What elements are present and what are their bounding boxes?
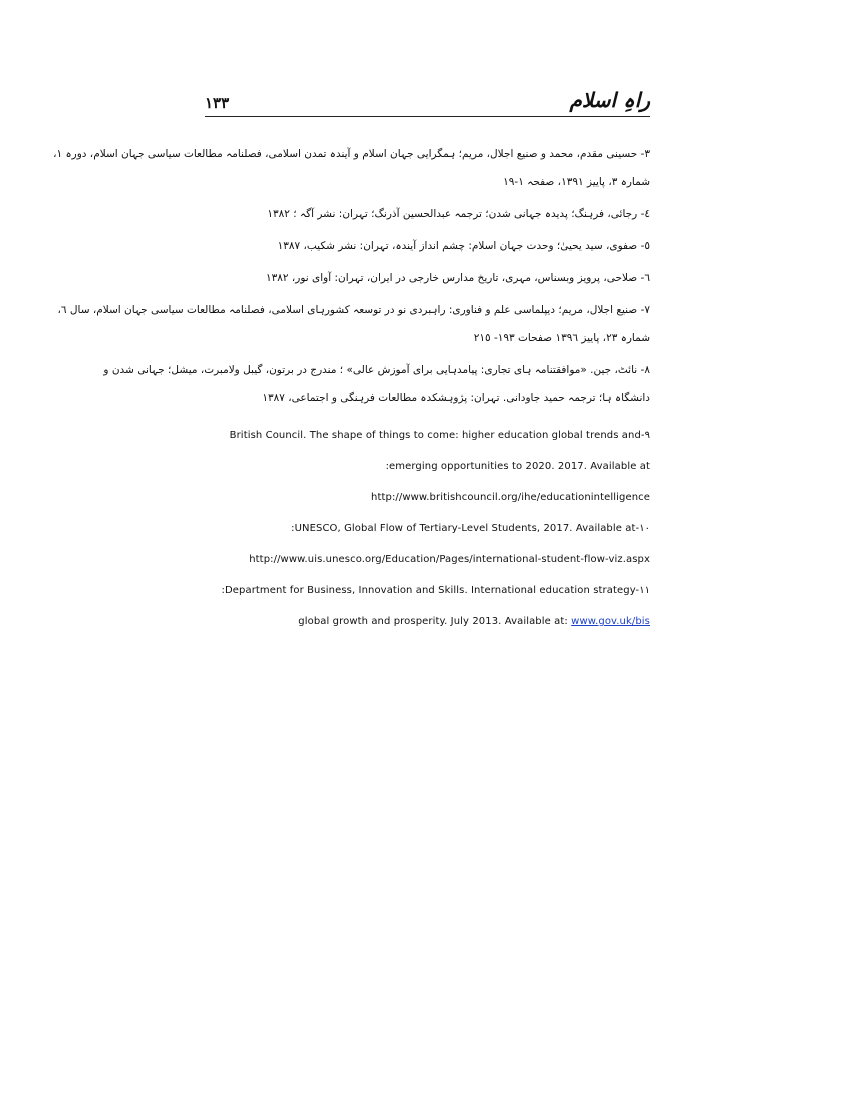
reference-line: ٦- صلاحی، پرویز وبسناس، مہری، تاریخ مدارس خارجی در ایران، تہران: آوای نور، ١٣٨٢ bbox=[265, 272, 650, 284]
reference-9-line-2: :emerging opportunities to 2020. 2017. Available at bbox=[385, 461, 650, 472]
reference-line: دانشگاہ ہا؛ ترجمہ حمید جاودانی. تہران: پژوہشکدہ مطالعات فرہنگی و اجتماعی، ١٣٨٧ bbox=[262, 392, 650, 404]
reference-9-line-1: British Council. The shape of things to come: higher education global trends and-٩ bbox=[229, 430, 650, 441]
reference-5 bbox=[205, 232, 650, 260]
header-rule bbox=[205, 116, 650, 117]
reference-line: ٤- رجائی، فرہنگ؛ پدیدہ جہانی شدن؛ ترجمہ عبدالحسین آذرنگ؛ تہران: نشر آگہ ؛ ١٣٨٢ bbox=[267, 208, 650, 220]
reference-line: ٥- صفوی، سید یحییٰ؛ وحدت جہان اسلام: چشم انداز آیندہ، تہران: نشر شکیب، ١٣٨٧ bbox=[277, 240, 650, 252]
reference-line: ٨- نائٹ، جین. «موافقتنامہ ہای تجاری: پیامدہایی برای آموزش عالی» ؛ مندرج در برتون، گیبل ولامبرت، میشل؛ جہانی شدن و bbox=[103, 364, 650, 376]
reference-4 bbox=[205, 200, 650, 228]
reference-9-url: http://www.britishcouncil.org/ihe/educationintelligence bbox=[371, 492, 650, 503]
reference-7 bbox=[57, 296, 650, 352]
reference-line: شمارہ ٢٣، پاییز ١٣٩٦ صفحات ١٩٣- ٢١٥ bbox=[473, 332, 650, 344]
reference-11-line-2 bbox=[205, 615, 650, 629]
reference-6 bbox=[205, 264, 650, 292]
gov-uk-link[interactable]: www.gov.uk/bis bbox=[571, 616, 650, 627]
reference-line: ٧- صنیع اجلال، مریم؛ دیپلماسی علم و فناوری: راہبردی نو در توسعہ کشورہای اسلامی، فصلنامہ مطالعات سیاسی جہان اسلام، سال ٦، bbox=[57, 304, 650, 316]
references-list bbox=[53, 140, 650, 629]
journal-logo: راہِ اسلام bbox=[569, 88, 650, 112]
reference-11-text: global growth and prosperity. July 2013. Available at: bbox=[298, 616, 572, 627]
reference-line: شمارہ ٣، پاییز ١٣٩١، صفحہ ١-١٩ bbox=[503, 176, 650, 188]
page-number: ١٣٣ bbox=[205, 94, 230, 112]
reference-10-url: http://www.uis.unesco.org/Education/Pages/international-student-flow-viz.aspx bbox=[249, 554, 650, 565]
reference-3 bbox=[53, 140, 650, 196]
page-header bbox=[205, 88, 650, 118]
reference-line: ٣- حسینی مقدم، محمد و صنیع اجلال، مریم؛ ہمگرایی جہان اسلام و آیندہ تمدن اسلامی، فصلنامہ مطالعات سیاسی جہان اسلام، دورہ ١، bbox=[53, 148, 650, 160]
reference-11-line-1: :Department for Business, Innovation and Skills. International education strategy-١١ bbox=[221, 585, 650, 596]
reference-10-line-1: :UNESCO, Global Flow of Tertiary-Level Students, 2017. Available at-١٠ bbox=[291, 523, 650, 534]
reference-8 bbox=[103, 356, 650, 412]
